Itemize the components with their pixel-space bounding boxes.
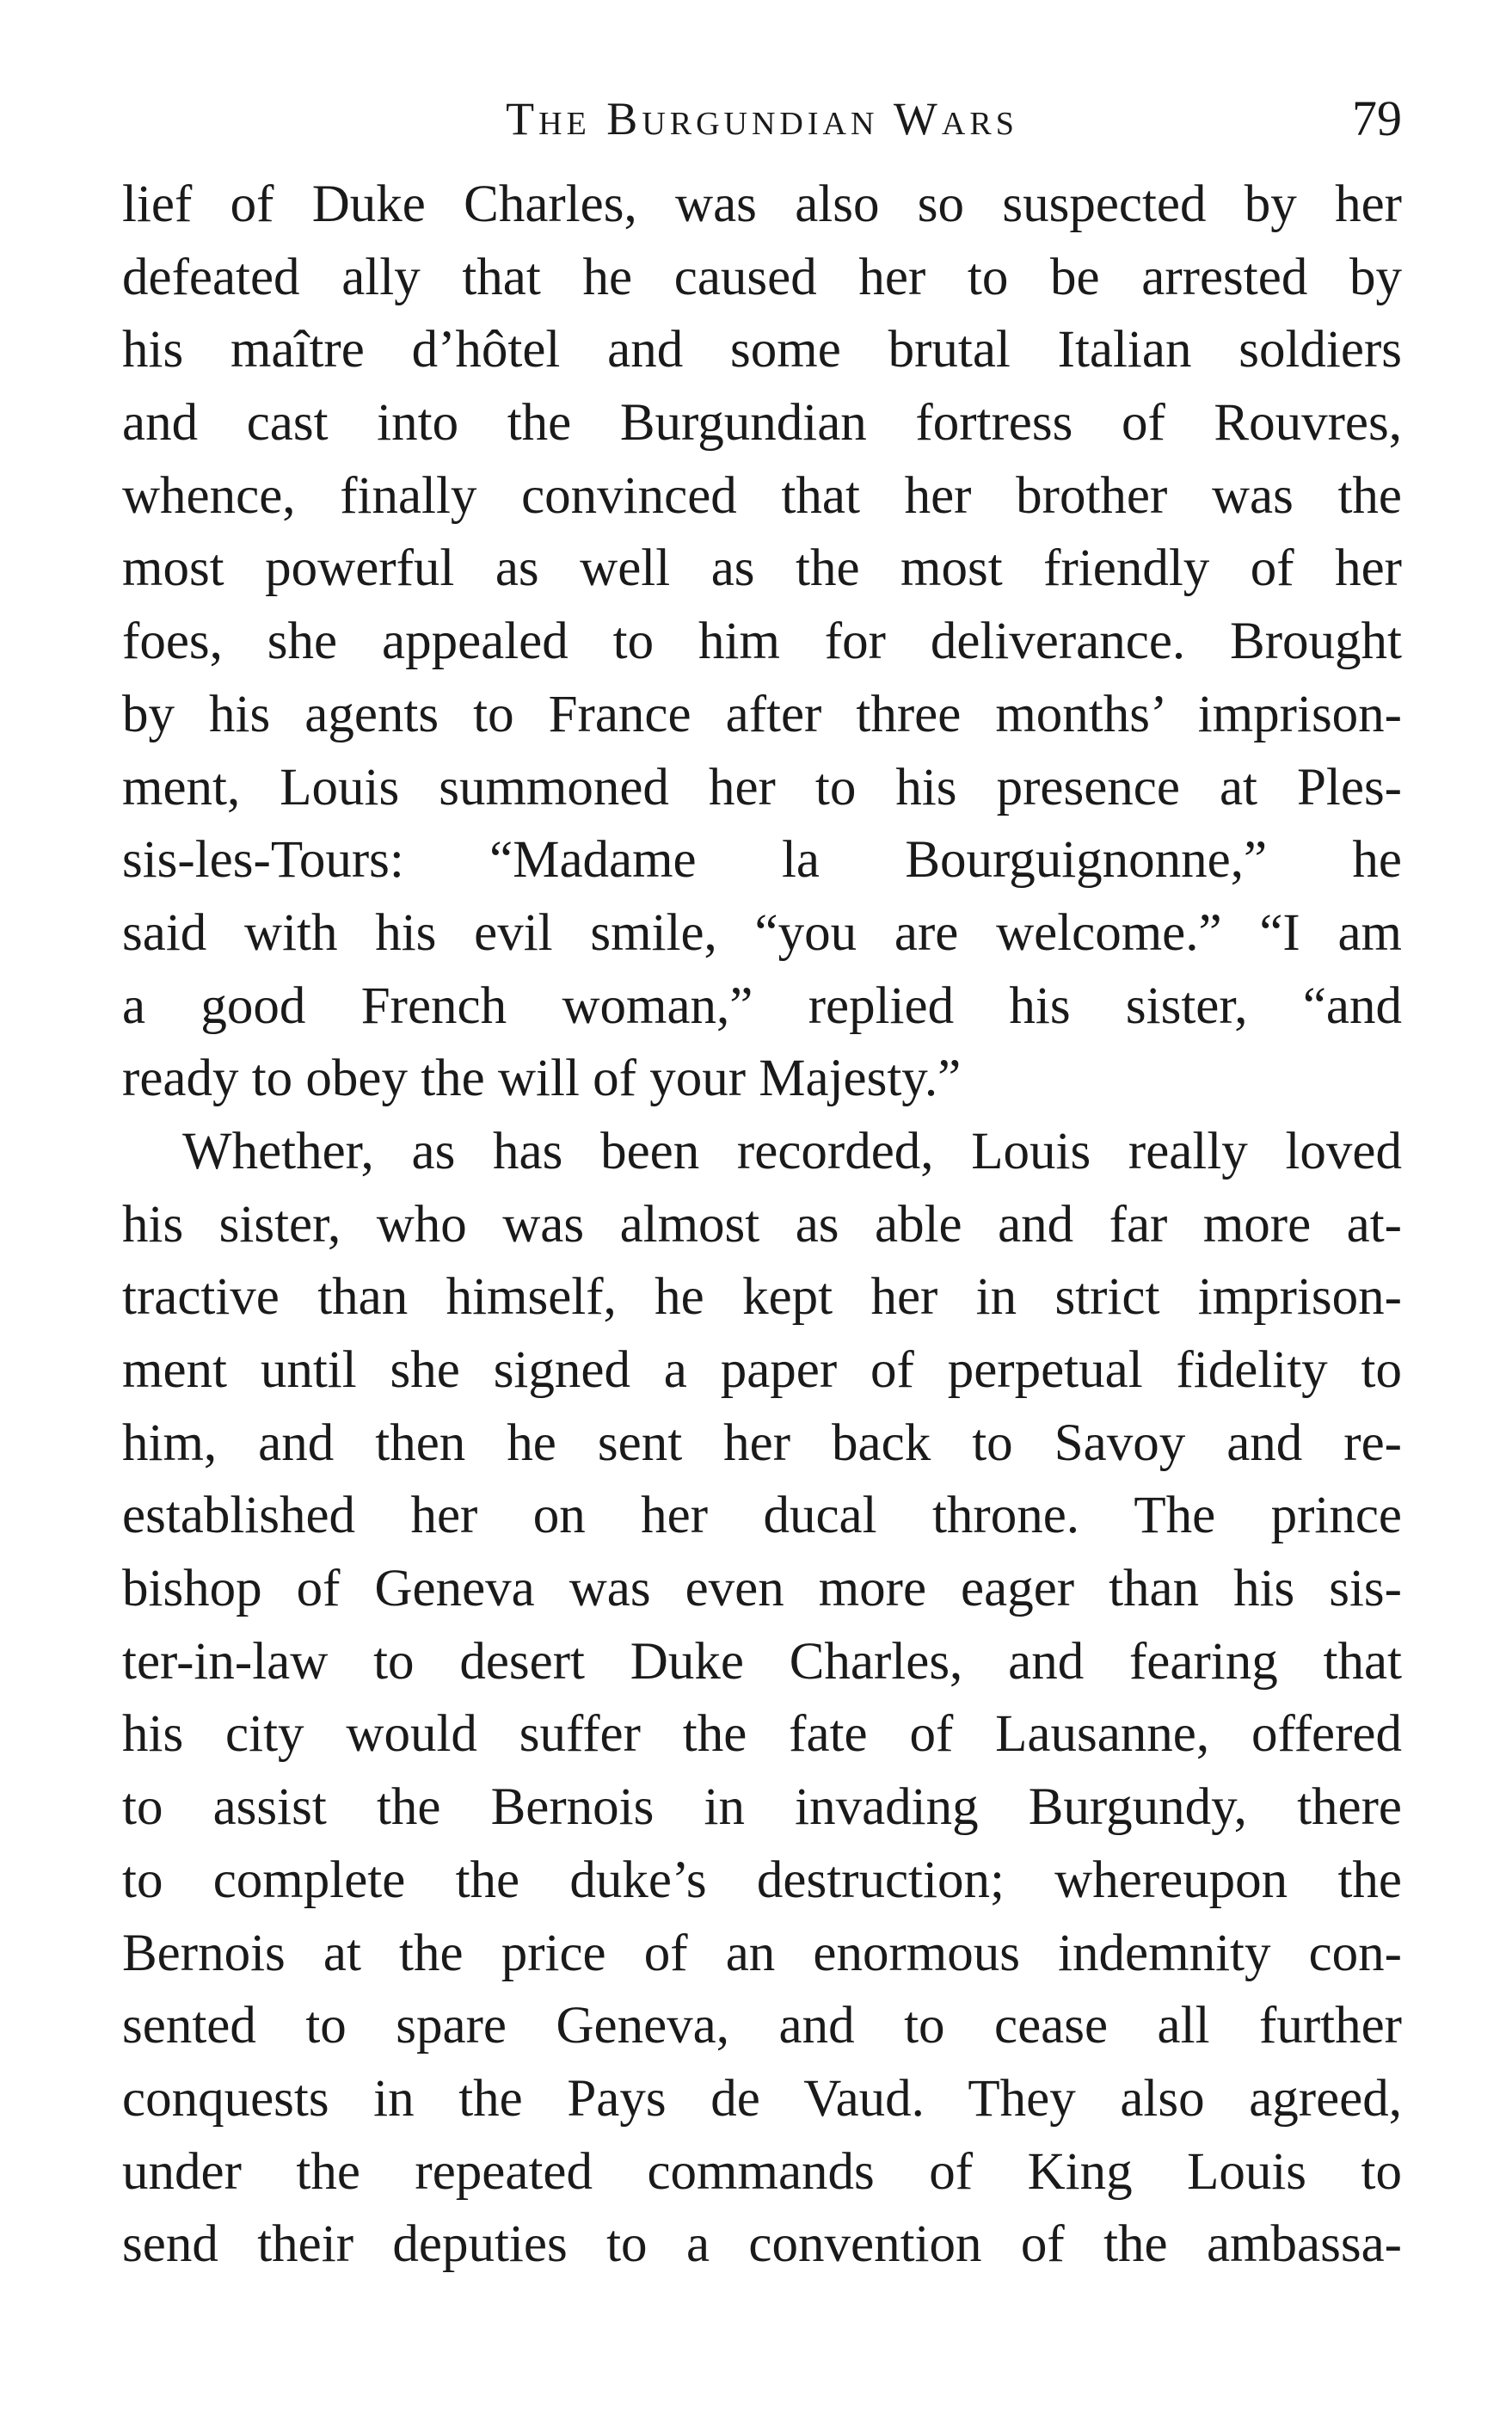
text-line: Whether, as has been recorded, Louis really loved [182,1122,1402,1180]
text-line: sented to spare Geneva, and to cease all further [122,1997,1402,2055]
text-line: Bernois at the price of an enormous indemnity con- [122,1924,1402,1982]
page-number: 79 [1352,90,1402,146]
text-line: tractive than himself, he kept her in strict imprison- [122,1268,1402,1327]
text-line: ter-in-law to desert Duke Charles, and fearing that [122,1632,1402,1691]
text-line: his city would suffer the fate of Lausanne, offered [122,1705,1402,1764]
text-line: established her on her ducal throne. The prince [122,1487,1402,1545]
text-line: conquests in the Pays de Vaud. They also agreed, [122,2069,1402,2128]
body-text [122,169,1402,2282]
text-line: under the repeated commands of King Louis to [122,2142,1402,2201]
text-line: his sister, who was almost as able and far more at- [122,1195,1402,1254]
text-line: to assist the Bernois in invading Burgundy, there [122,1778,1402,1837]
running-title: The Burgundian Wars [506,93,1018,145]
text-line: lief of Duke Charles, was also so suspected by her [122,176,1402,233]
text-line: foes, she appealed to him for deliverance. Brought [122,613,1402,671]
text-line: bishop of Geneva was even more eager than his sis- [122,1560,1402,1618]
text-line: a good French woman,” replied his sister, “and [122,976,1402,1035]
text-line: most powerful as well as the most friendly of her [122,539,1402,598]
text-line: said with his evil smile, “you are welcome.” “I am [122,903,1402,962]
text-line: and cast into the Burgundian fortress of Rouvres, [122,394,1402,453]
text-line: him, and then he sent her back to Savoy and re- [122,1414,1402,1472]
text-line: sis-les-Tours: “Madame la Bourguignonne,” he [122,831,1402,890]
paragraph [122,169,1402,1116]
text-line: send their deputies to a convention of the ambassa- [122,2215,1402,2274]
text-line: by his agents to France after three months’ imprison- [122,685,1402,743]
text-line: defeated ally that he caused her to be arrested by [122,248,1402,306]
text-line: ment, Louis summoned her to his presence at Ples- [122,758,1402,816]
text-line: ment until she signed a paper of perpetual fidelity to [122,1341,1402,1399]
text-line: his maître d’hôtel and some brutal Italian soldiers [122,321,1402,379]
paragraph [122,1116,1402,2282]
text-line: ready to obey the will of your Majesty.” [122,1050,962,1108]
text-line: to complete the duke’s destruction; whereupon the [122,1851,1402,1909]
running-head [122,84,1402,153]
text-line: whence, finally convinced that her brother was the [122,466,1402,525]
